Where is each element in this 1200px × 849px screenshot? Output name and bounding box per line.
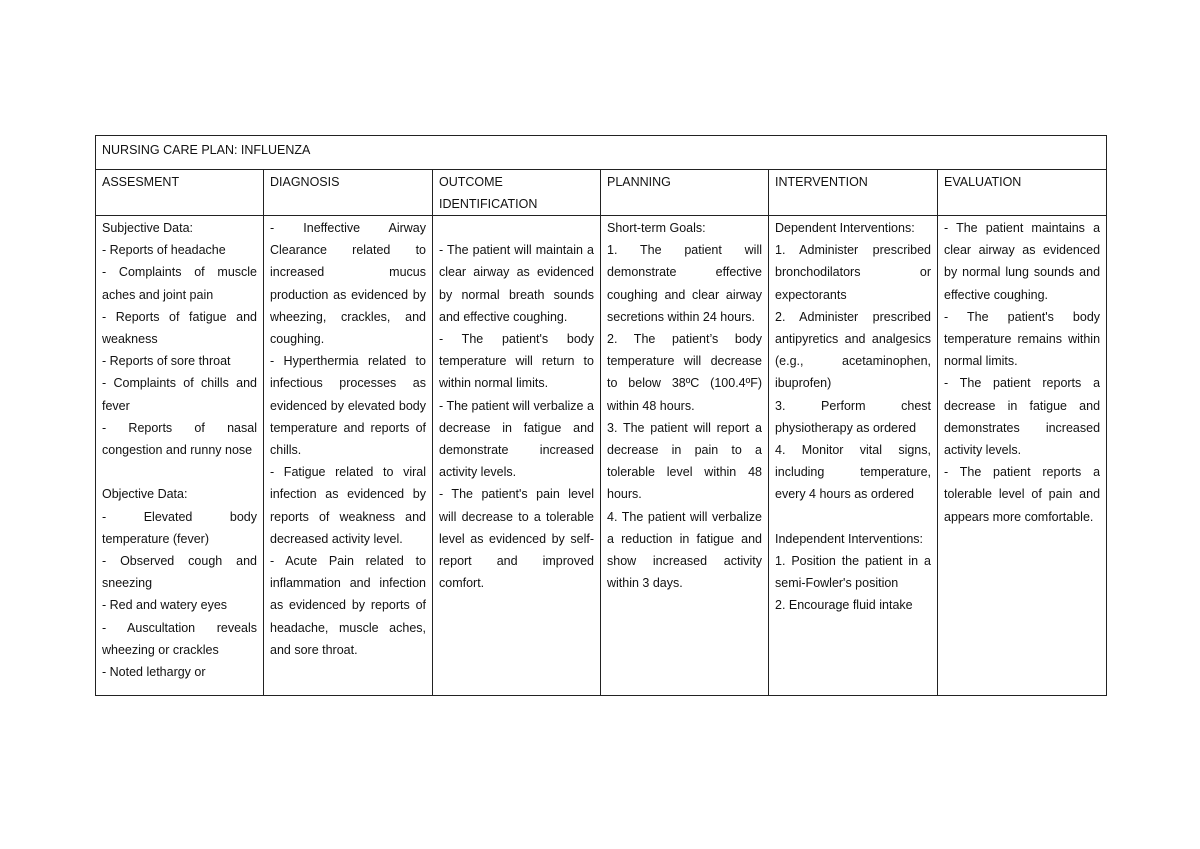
assessment-cell [96,216,264,696]
header-outcome-identification: OUTCOME IDENTIFICATION [433,170,601,216]
planning-cell [601,216,769,696]
evaluation-cell [938,216,1107,696]
assessment-item: Objective Data: [102,487,188,502]
intervention-item: 4. Monitor vital signs, including temperature, every 4 hours as ordered [775,443,931,502]
diagnosis-cell [264,216,433,696]
diagnosis-item: - Ineffective Airway Clearance related to increased mucus production as evidenced by wheezing, crackles, and coughing. [270,221,426,347]
blank-line [775,506,931,528]
diagnosis-item: - Hyperthermia related to infectious processes as evidenced by elevated body temperature and reports of chills. [270,354,426,458]
evaluation-item: - The patient reports a decrease in fatigue and demonstrates increased activity levels. [944,376,1101,458]
blank-line [102,461,257,483]
planning-item: Short-term Goals: [607,221,706,235]
intervention-item: 1. Position the patient in a semi-Fowler's position [775,554,931,591]
evaluation-item: - The patient reports a tolerable level of pain and appears more comfortable. [944,465,1101,524]
assessment-item: - Reports of headache [102,243,226,258]
header-assessment: ASSESMENT [96,170,264,216]
intervention-item: 1. Administer prescribed bronchodilators or expectorants [775,243,931,302]
intervention-cell [769,216,938,696]
planning-item: 1. The patient will demonstrate effective coughing and clear airway secretions within 24 hours. [607,243,762,324]
evaluation-item: - The patient's body temperature remains within normal limits. [944,309,1101,369]
header-row [96,170,1107,216]
assessment-item: - Observed cough and sneezing [102,554,257,591]
assessment-item: - Red and watery eyes [102,598,228,613]
planning-item: 4. The patient will verbalize a reduction in fatigue and show increased activity within 3 days. [607,509,762,591]
header-evaluation: EVALUATION [938,170,1107,216]
assessment-item: - Noted lethargy or [102,665,206,680]
planning-item: 3. The patient will report a decrease in pain to a tolerable level within 48 hours. [607,420,762,502]
assessment-item: - Elevated body temperature (fever) [102,509,257,546]
planning-item: 2. The patient’s body temperature will decrease to below 38ºC (100.4ºF) within 48 hours. [607,332,762,413]
assessment-item: - Reports of sore throat [102,354,231,369]
header-planning: PLANNING [601,170,769,216]
assessment-item: - Reports of nasal congestion and runny nose [102,420,257,458]
assessment-item: - Complaints of muscle aches and joint pain [102,265,257,302]
assessment-item: Subjective Data: [102,221,194,235]
blank-line [439,217,594,239]
diagnosis-item: - Acute Pain related to inflammation and infection as evidenced by reports of headache, muscle aches, and sore throat. [270,554,426,657]
evaluation-item: - The patient maintains a clear airway as evidenced by normal lung sounds and effective coughing. [944,221,1101,302]
intervention-item: Independent Interventions: [775,531,924,546]
diagnosis-item: - Fatigue related to viral infection as evidenced by reports of weakness and decreased activity level. [270,465,426,546]
title-row [96,136,1107,170]
outcome-item: - The patient will verbalize a decrease in fatigue and demonstrate increased activity levels. [439,398,594,480]
header-diagnosis: DIAGNOSIS [264,170,433,216]
intervention-item: Dependent Interventions: [775,221,915,235]
header-intervention: INTERVENTION [769,170,938,216]
assessment-item: - Reports of fatigue and weakness [102,309,257,347]
intervention-item: 3. Perform chest physiotherapy as ordered [775,398,931,435]
outcome-cell [433,216,601,696]
assessment-item: - Auscultation reveals wheezing or crackles [102,620,257,657]
content-row [96,216,1107,696]
outcome-item: - The patient's pain level will decrease to a tolerable level as evidenced by self-report and improved comfort. [439,487,594,591]
outcome-item: - The patient will maintain a clear airway as evidenced by normal breath sounds and effective coughing. [439,243,594,324]
intervention-item: 2. Administer prescribed antipyretics and analgesics (e.g., acetaminophen, ibuprofen) [775,309,931,391]
outcome-item: - The patient's body temperature will return to within normal limits. [439,332,594,391]
table-title: NURSING CARE PLAN: INFLUENZA [96,136,1107,170]
care-plan-table [95,135,1107,696]
intervention-item: 2. Encourage fluid intake [775,598,913,613]
assessment-item: - Complaints of chills and fever [102,376,257,413]
